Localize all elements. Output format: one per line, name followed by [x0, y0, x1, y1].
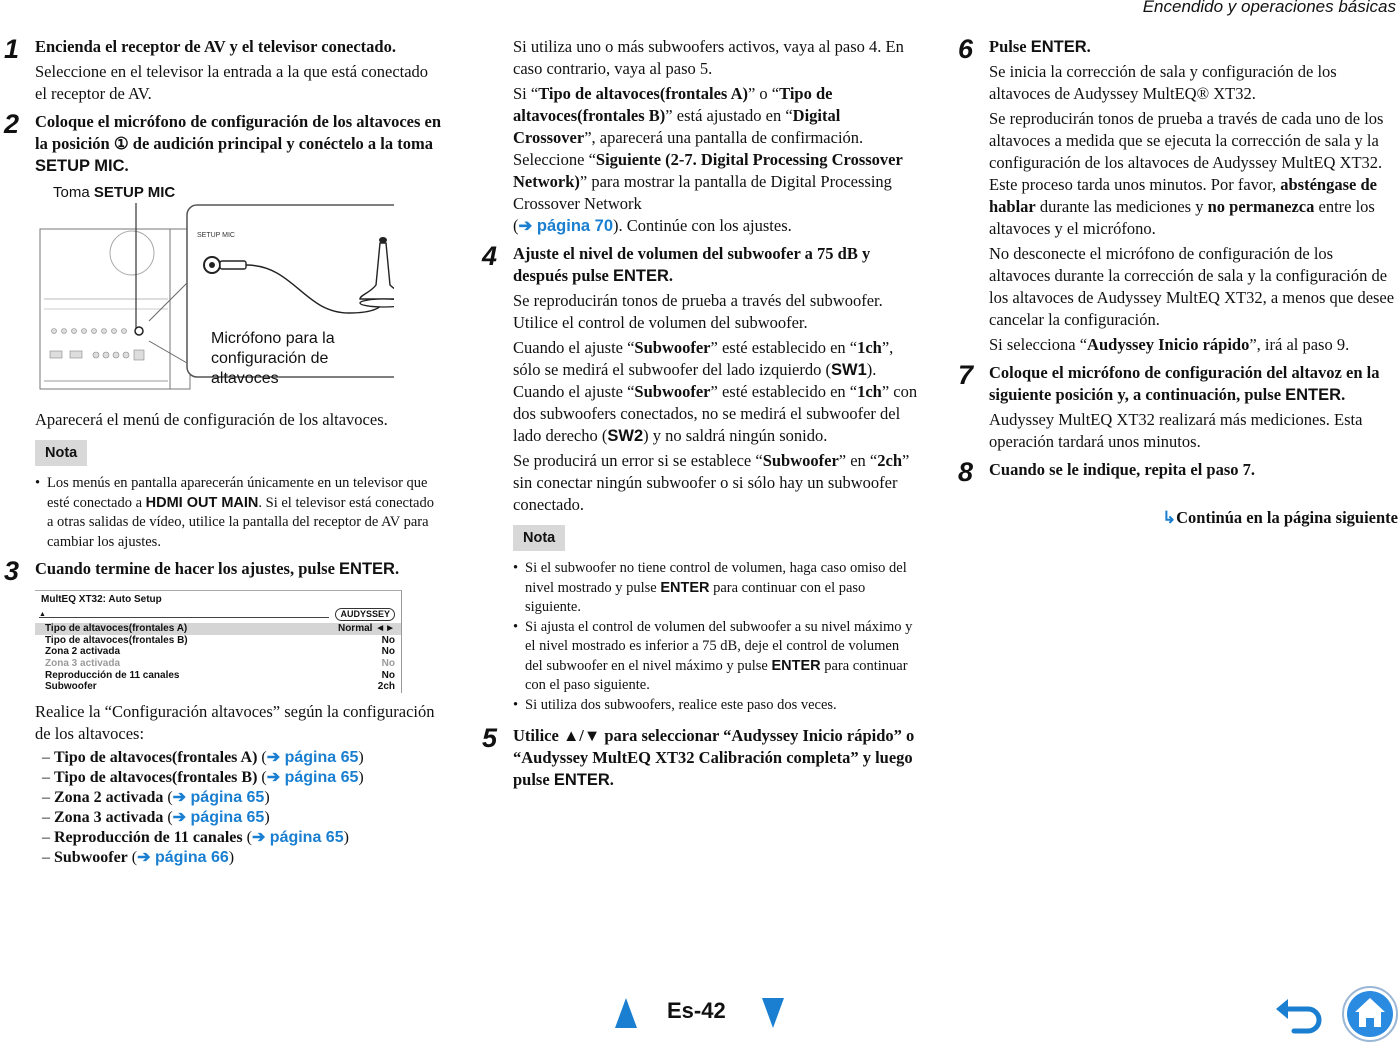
mic-caption: Micrófono para la configuración de altavoces: [211, 330, 335, 387]
step-4: [482, 243, 918, 715]
menu-row-value: No: [381, 657, 395, 669]
menu-row-label: Subwoofer: [45, 681, 97, 693]
config-item: – Tipo de altavoces(frontales A) (➔ página 65): [42, 748, 364, 766]
menu-row-value: No: [381, 634, 395, 646]
step-3-continued: [482, 36, 918, 237]
step-number: 8: [958, 457, 974, 487]
step-number: 5: [482, 723, 498, 753]
step-number: 4: [482, 241, 498, 271]
step-7: [958, 362, 1398, 453]
config-item: – Reproducción de 11 canales (➔ página 65): [42, 828, 349, 846]
next-page-icon[interactable]: [761, 996, 785, 1030]
page-header: Encendido y operaciones básicas: [1142, 0, 1396, 16]
menu-row[interactable]: [35, 646, 401, 658]
nota-item: • Si ajusta el control de volumen del subwoofer a su nivel máximo y el nivel mostrado es inferior a 75 dB, deje el control de volumen del subwoofer en el nivel máximo y pulse ENTER para continuar con el paso siguiente.: [513, 618, 918, 696]
step-number: 7: [958, 360, 974, 390]
nota-label: Nota: [35, 440, 87, 466]
menu-row-label: Tipo de altavoces(frontales A): [45, 623, 188, 635]
step-5: [482, 725, 918, 791]
step-number: 3: [4, 556, 20, 586]
config-item: – Tipo de altavoces(frontales B) (➔ página 65): [42, 768, 364, 786]
config-item-label: Zona 2 activada: [54, 788, 164, 806]
page-number: Es-42: [667, 998, 726, 1023]
config-item-label: Reproducción de 11 canales: [54, 828, 243, 846]
step-body: Realice la “Configuración altavoces” según la configuración de los altavoces:: [35, 701, 435, 743]
menu-appears-text: Aparecerá el menú de configuración de los altavoces.: [35, 410, 388, 429]
svg-text:SETUP MIC: SETUP MIC: [197, 232, 235, 239]
step-2: [4, 111, 444, 177]
step-title: Coloque el micrófono de configuración de los altavoces en la posición ① de audición principal y conéctelo a la toma SETUP MIC.: [35, 112, 442, 175]
page-link[interactable]: ➔ página 65: [251, 828, 344, 846]
step-body: Se producirá un error si se establece “Subwoofer” en “2ch” sin conectar ningún subwoofer o si sólo hay un subwoofer conectado.: [513, 451, 910, 514]
config-list: [42, 748, 444, 868]
menu-row[interactable]: [35, 635, 401, 647]
page-link[interactable]: ➔ página 70: [518, 217, 614, 235]
page-link[interactable]: ➔ página 65: [266, 748, 359, 766]
step-3: [4, 558, 444, 868]
step-number: 2: [4, 109, 20, 139]
step-body: Cuando el ajuste “Subwoofer” esté establecido en “1ch”, sólo se medirá el subwoofer del lado izquierdo (SW1). Cuando el ajuste “Subwoofer” esté establecido en “1ch” con dos subwoofers conectados, no se medirá el subwoofer del lado derecho (SW2) y no saldrá ningún sonido.: [513, 338, 918, 445]
page-link[interactable]: ➔ página 66: [137, 848, 229, 866]
step-6: [958, 36, 1398, 356]
step-title: Utilice ▲/▼ para seleccionar “Audyssey Inicio rápido” o “Audyssey MultEQ XT32 Calibración completa” y luego pulse ENTER.: [513, 726, 915, 789]
step-body: Si selecciona “Audyssey Inicio rápido”, irá al paso 9.: [989, 335, 1350, 354]
menu-row-label: Reproducción de 11 canales: [45, 669, 180, 681]
step-2-continued: [4, 409, 444, 552]
menu-row[interactable]: [35, 658, 401, 670]
step-body: No desconecte el micrófono de configuración de los altavoces durante la corrección de sala y la configuración de los altavoces de Audyssey MultEQ XT32, a menos que desee cancelar la configuración.: [989, 244, 1395, 329]
nota-list: [35, 474, 444, 552]
page-link[interactable]: ➔ página 65: [266, 768, 359, 786]
step-body: Se inicia la corrección de sala y configuración de los altavoces de Audyssey MultEQ® XT32.: [989, 62, 1337, 103]
nota-list: [513, 559, 918, 715]
menu-row-label: Zona 3 activada: [45, 657, 121, 669]
step-title: Ajuste el nivel de volumen del subwoofer a 75 dB y después pulse ENTER.: [513, 244, 871, 285]
step-title: Pulse ENTER.: [989, 37, 1091, 56]
menu-row[interactable]: [35, 623, 401, 635]
nota-item: • Los menús en pantalla aparecerán únicamente en un televisor que esté conectado a HDMI OUT MAIN. Si el televisor está conectado a otras salidas de vídeo, utilice la pantalla del receptor de AV para cambiar los ajustes.: [35, 474, 444, 552]
toma-label: Toma SETUP MIC: [53, 184, 176, 201]
continue-arrow-icon: ↳: [1162, 508, 1177, 527]
menu-row[interactable]: [35, 670, 401, 682]
step-title: Encienda el receptor de AV y el televisor conectado.: [35, 37, 396, 56]
continue-next-page[interactable]: ↳Continúa en la página siguiente: [1162, 508, 1398, 527]
config-item: – Zona 2 activada (➔ página 65): [42, 788, 270, 806]
back-icon[interactable]: [1274, 995, 1324, 1035]
config-item: – Zona 3 activada (➔ página 65): [42, 808, 270, 826]
nota-label: Nota: [513, 525, 565, 551]
previous-page-icon[interactable]: [614, 996, 638, 1030]
menu-row-label: Zona 2 activada: [45, 646, 121, 658]
audyssey-logo: AUDYSSEY: [335, 608, 395, 622]
menu-row-value: Normal ◄►: [337, 623, 395, 635]
step-body: Se reproducirán tonos de prueba a través de cada uno de los altavoces a medida que se ejecuta la corrección de sala y la configuración de los altavoces de Audyssey MultEQ XT32. Este proceso tarda unos minutos. Por favor, absténgase de hablar durante las mediciones y no permanezca entre los altavoces y el micrófono.: [989, 109, 1384, 238]
step-title: Coloque el micrófono de configuración del altavoz en la siguiente posición y, a continuación, pulse ENTER.: [989, 363, 1380, 404]
page-link[interactable]: ➔ página 65: [172, 808, 265, 826]
step-1: [4, 36, 444, 105]
auto-setup-menu: [35, 590, 402, 693]
menu-row-value: No: [381, 646, 395, 658]
menu-row[interactable]: [35, 681, 401, 693]
step-body: Se reproducirán tonos de prueba a través del subwoofer. Utilice el control de volumen del subwoofer.: [513, 291, 883, 332]
subwoofer-intro: Si utiliza uno o más subwoofers activos, vaya al paso 4. En caso contrario, vaya al paso 5.: [513, 37, 904, 78]
menu-progress: [35, 608, 401, 624]
page-link[interactable]: ➔ página 65: [172, 788, 265, 806]
nota-item: • Si utiliza dos subwoofers, realice este paso dos veces.: [513, 696, 918, 716]
home-icon[interactable]: [1341, 986, 1399, 1042]
config-item: – Subwoofer (➔ página 66): [42, 848, 235, 866]
config-item-label: Zona 3 activada: [54, 808, 164, 826]
menu-row-value: 2ch: [377, 681, 395, 693]
column-left: [4, 36, 444, 874]
step-number: 1: [4, 34, 20, 64]
menu-row-value: No: [381, 669, 395, 681]
menu-rows: [35, 623, 401, 693]
step-number: 6: [958, 34, 974, 64]
config-item-label: Tipo de altavoces(frontales A): [54, 748, 258, 766]
menu-row-label: Tipo de altavoces(frontales B): [45, 634, 188, 646]
step-body: Seleccione en el televisor la entrada a la que está conectado el receptor de AV.: [35, 62, 429, 103]
menu-title: MultEQ XT32: Auto Setup: [41, 594, 162, 605]
setup-mic-figure: [4, 183, 394, 403]
crossover-paragraph: Si “Tipo de altavoces(frontales A)” o “Tipo de altavoces(frontales B)” está ajustado en “Digital Crossover”, aparecerá una pantalla de confirmación. Seleccione “Siguiente (2-7. Digital Processing Crossover Network)” para mostrar la pantalla de Digital Processing Crossover Network (➔ página 70). Continúe con los ajustes.: [513, 84, 903, 235]
config-item-label: Tipo de altavoces(frontales B): [54, 768, 258, 786]
step-title: Cuando se le indique, repita el paso 7.: [989, 460, 1256, 479]
column-middle: [482, 36, 918, 797]
nota-item: • Si el subwoofer no tiene control de volumen, haga caso omiso del nivel mostrado y pulse ENTER para continuar con el paso siguiente.: [513, 559, 918, 618]
config-item-label: Subwoofer: [54, 848, 128, 866]
progress-bar: ▲: [39, 611, 329, 618]
step-title: Cuando termine de hacer los ajustes, pulse ENTER.: [35, 559, 400, 578]
step-8: [958, 457, 1398, 487]
step-body: Audyssey MultEQ XT32 realizará más mediciones. Esta operación tardará unos minutos.: [989, 410, 1363, 451]
column-right: [958, 36, 1398, 529]
